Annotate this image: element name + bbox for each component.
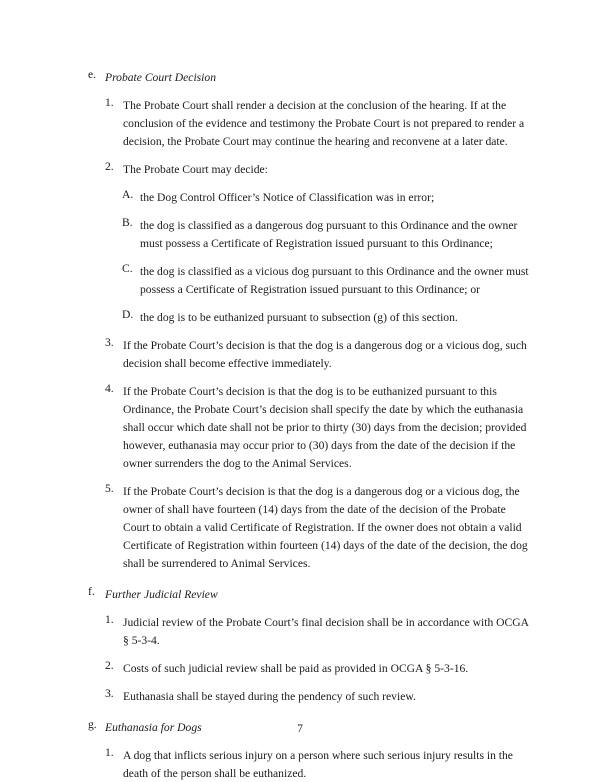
list-item-marker: 2. — [105, 659, 114, 672]
vertical-spacer — [88, 326, 534, 336]
list-item-text: The Probate Court shall render a decision at the conclusion of the hearing. If at the conclusion of the evidence and testimony the Probate Court is not prepared to render a decision, the Probate Court may continue the hearing and reconvene at a later date. — [123, 99, 525, 148]
vertical-spacer — [88, 472, 534, 482]
section-heading-e-marker: e. — [88, 68, 97, 81]
vertical-spacer — [88, 150, 534, 160]
section-heading-g-marker: g. — [88, 718, 97, 731]
sub-list-item-text: the dog is classified as a vicious dog pursuant to this Ordinance and the owner must possess a Certificate of Registration issued pursuant to this Ordinance; or — [140, 265, 529, 296]
sub-list-item-marker: C. — [122, 262, 133, 275]
list-item — [105, 336, 534, 372]
sub-list-item-text: the Dog Control Officer’s Notice of Classification was in error; — [140, 191, 435, 204]
list-item — [105, 96, 534, 150]
list-item-text: If the Probate Court’s decision is that the dog is a dangerous dog or a vicious dog, such decision shall become effective immediately. — [123, 339, 527, 370]
document-body — [88, 68, 534, 782]
list-item-text: If the Probate Court’s decision is that the dog is a dangerous dog or a vicious dog, the owner of shall have fourteen (14) days from the date of the decision of the Probate Court to obtain a valid Certificate of Registration. If the owner does not obtain a valid Certificate of Registration within fourteen (14) days of the date of the decision, the dog shall be surrendered to Animal Services. — [123, 485, 528, 570]
sub-list-item — [122, 216, 534, 252]
vertical-spacer — [88, 298, 534, 308]
list-item-text: The Probate Court may decide: — [123, 163, 268, 176]
list-item — [105, 659, 534, 677]
sub-list-item-marker: B. — [122, 216, 133, 229]
vertical-spacer — [88, 178, 534, 188]
sub-list-item-marker: D. — [122, 308, 134, 321]
sub-list-item-text: the dog is classified as a dangerous dog pursuant to this Ordinance and the owner must possess a Certificate of Registration issued pursuant to this Ordinance; — [140, 219, 518, 250]
list-item-marker: 1. — [105, 613, 114, 626]
list-item — [105, 746, 534, 782]
list-item-text: Costs of such judicial review shall be paid as provided in OCGA § 5-3-16. — [123, 662, 469, 675]
list-item — [105, 382, 534, 472]
list-item-marker: 3. — [105, 687, 114, 700]
page-number: 7 — [297, 722, 303, 735]
list-item-text: A dog that inflicts serious injury on a person where such serious injury results in the death of the person shall be euthanized. — [123, 749, 513, 780]
section-heading-g-text: Euthanasia for Dogs — [105, 721, 202, 734]
vertical-spacer — [88, 252, 534, 262]
sub-list-item-text: the dog is to be euthanized pursuant to subsection (g) of this section. — [140, 311, 458, 324]
list-item-marker: 2. — [105, 160, 114, 173]
list-item — [105, 160, 534, 178]
section-heading-e-text: Probate Court Decision — [105, 71, 216, 84]
vertical-spacer — [88, 86, 534, 96]
list-item — [105, 613, 534, 649]
list-item-text: If the Probate Court’s decision is that the dog is to be euthanized pursuant to this Ordinance, the Probate Court’s decision shall specify the date by which the euthanasia shall occur which date shall not be prior to thirty (30) days from the decision; provided however, euthanasia may occur prior to (30) days from the date of the decision if the owner surrenders the dog to the Animal Services. — [123, 385, 527, 470]
vertical-spacer — [88, 736, 534, 746]
section-heading-e — [88, 68, 534, 86]
vertical-spacer — [88, 603, 534, 613]
sub-list-item-marker: A. — [122, 188, 134, 201]
vertical-spacer — [88, 705, 534, 718]
list-item-marker: 1. — [105, 746, 114, 759]
list-item-text: Judicial review of the Probate Court’s final decision shall be in accordance with OCGA § 5-3-4. — [123, 616, 529, 647]
vertical-spacer — [88, 572, 534, 585]
sub-list-item — [122, 308, 534, 326]
list-item — [105, 687, 534, 705]
list-item — [105, 482, 534, 572]
section-heading-f-text: Further Judicial Review — [105, 588, 218, 601]
vertical-spacer — [88, 649, 534, 659]
list-item-marker: 3. — [105, 336, 114, 349]
section-heading-f — [88, 585, 534, 603]
list-item-marker: 4. — [105, 382, 114, 395]
list-item-marker: 5. — [105, 482, 114, 495]
vertical-spacer — [88, 206, 534, 216]
vertical-spacer — [88, 677, 534, 687]
section-heading-f-marker: f. — [88, 585, 95, 598]
list-item-marker: 1. — [105, 96, 114, 109]
sub-list-item — [122, 188, 534, 206]
list-item-text: Euthanasia shall be stayed during the pendency of such review. — [123, 690, 416, 703]
vertical-spacer — [88, 372, 534, 382]
sub-list-item — [122, 262, 534, 298]
